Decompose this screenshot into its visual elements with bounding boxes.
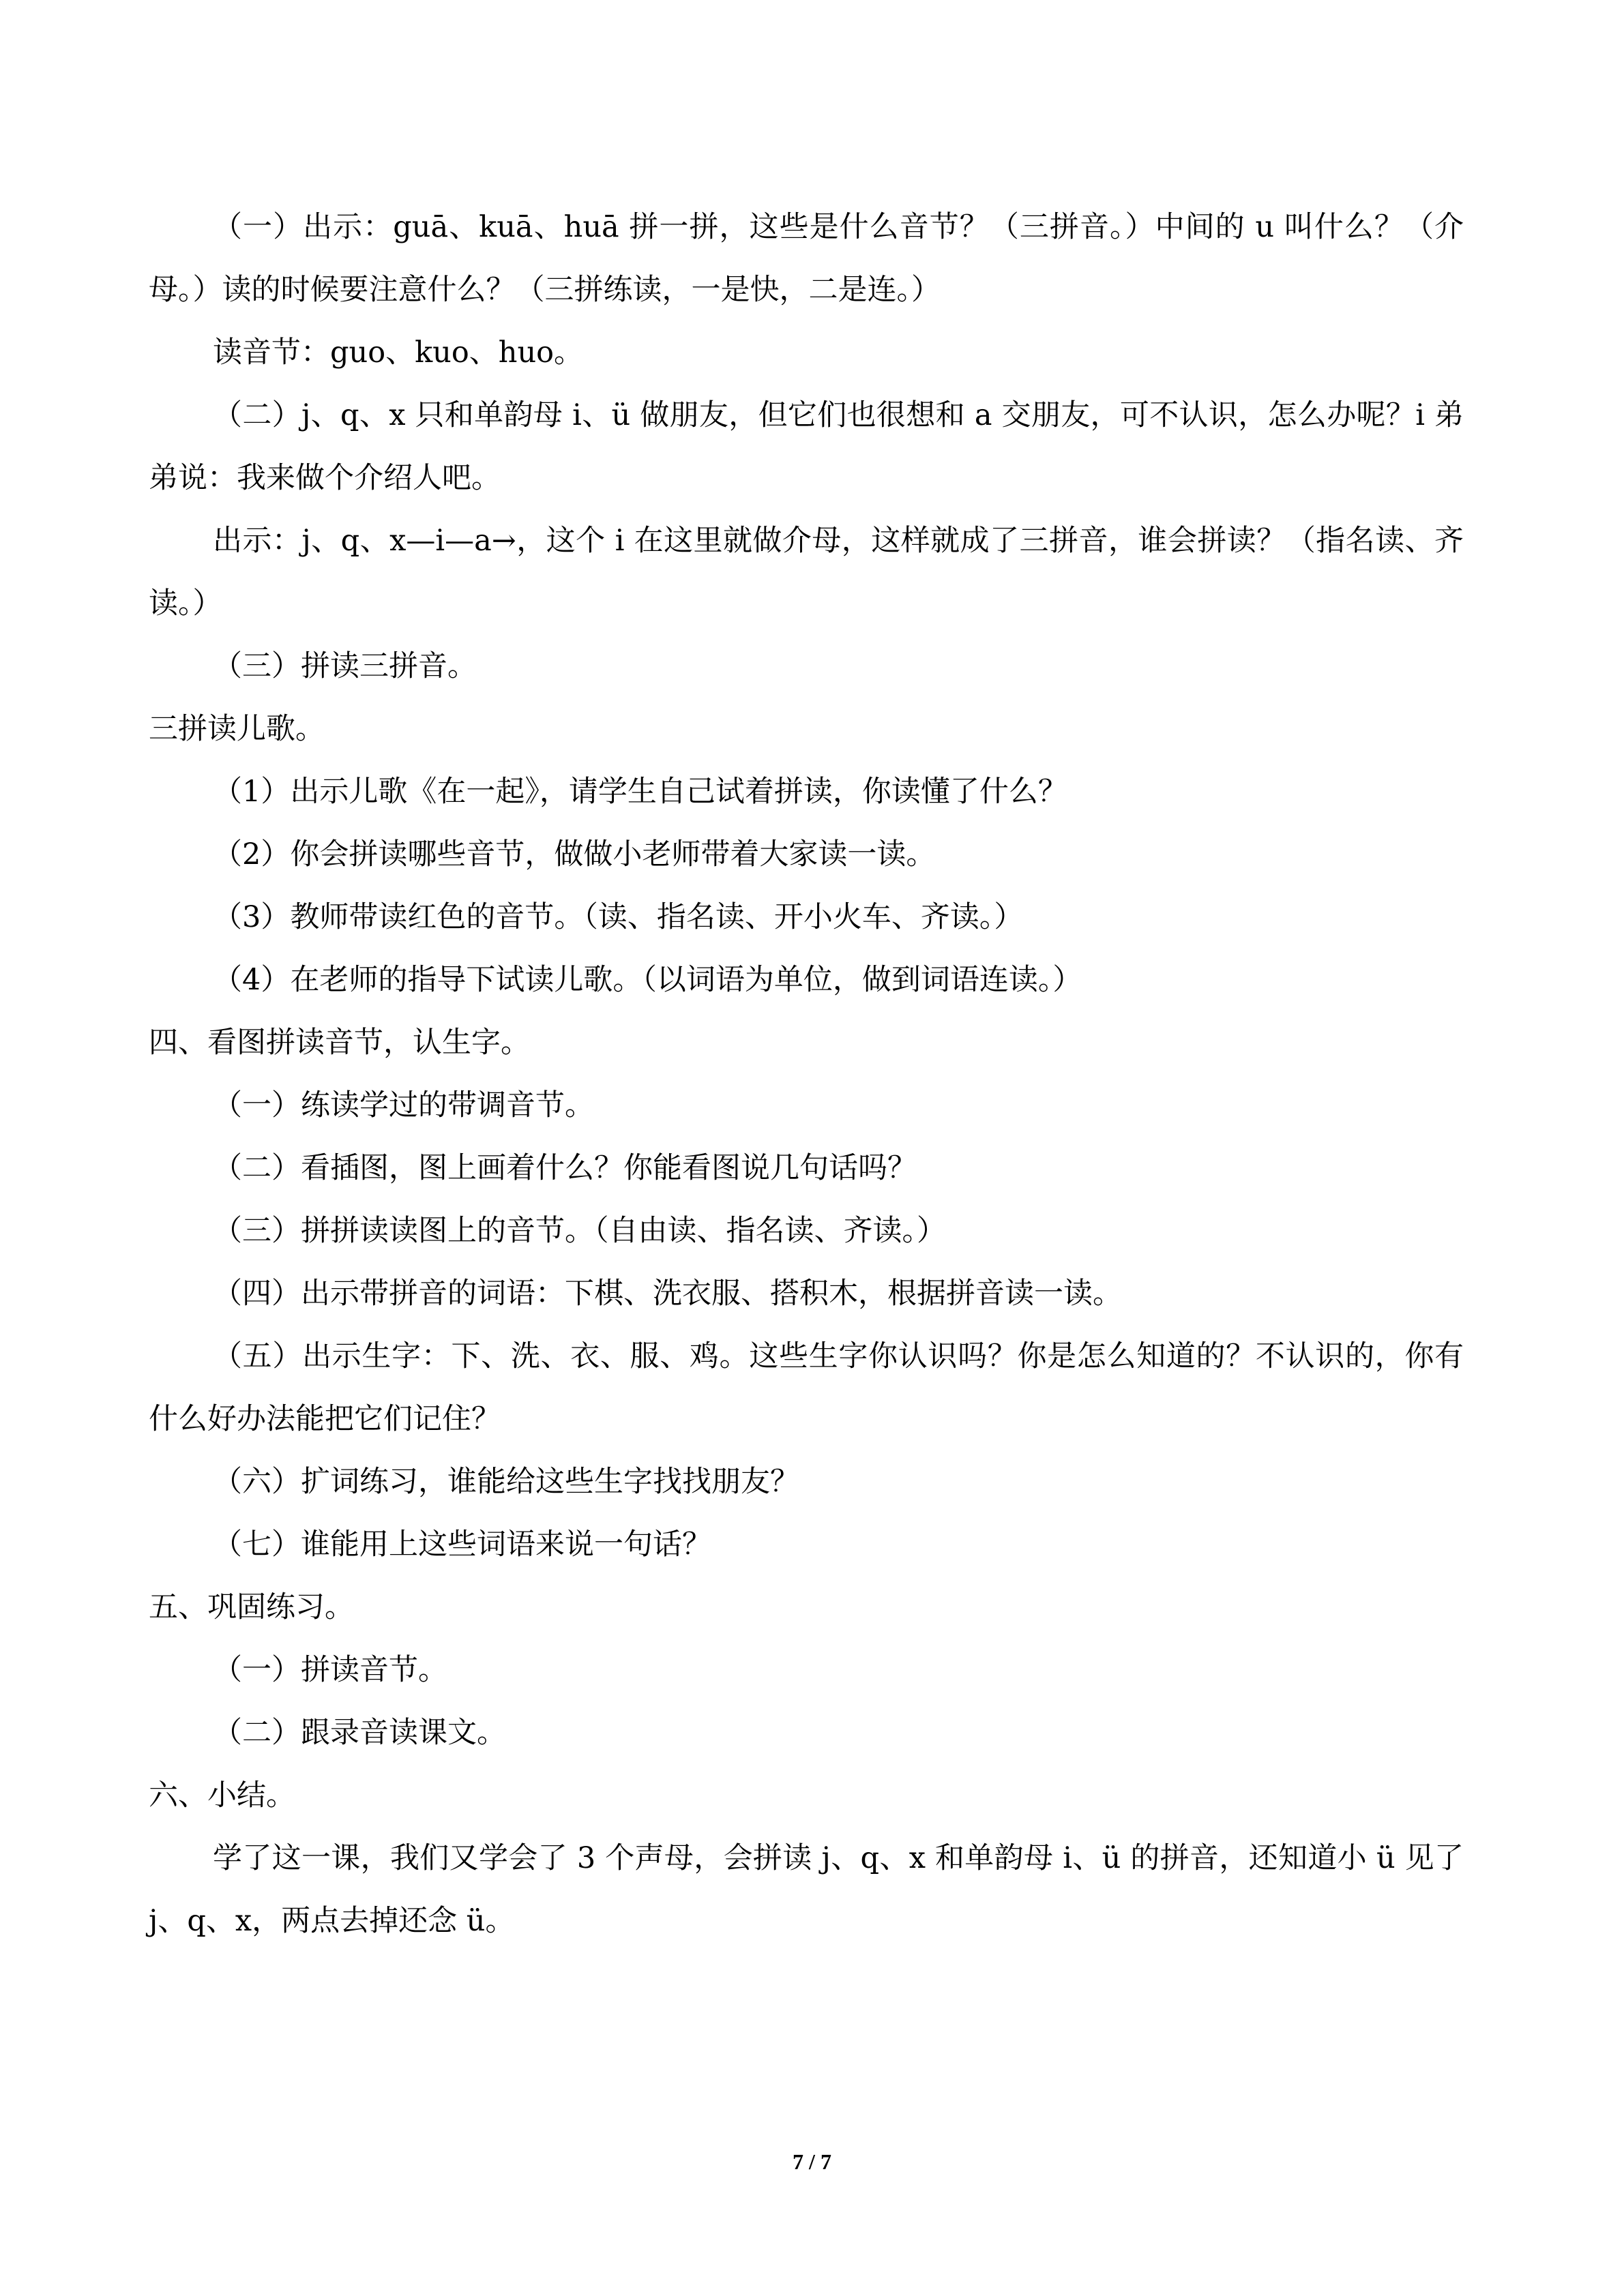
paragraph: （一）拼读音节。 bbox=[213, 1653, 447, 1687]
paragraph: （一）出示：guā、kuā、huā 拼一拼，这些是什么音节？（三拼音。）中间的 u 叫什么？（介母。）读的时候要注意什么？（三拼练读，一是快，二是连。） bbox=[149, 210, 1464, 307]
paragraph: （3）教师带读红色的音节。（读、指名读、开小火车、齐读。） bbox=[213, 900, 1024, 934]
paragraph: （四）出示带拼音的词语：下棋、洗衣服、搭积木，根据拼音读一读。 bbox=[213, 1277, 1122, 1311]
section-heading: 三拼读儿歌。 bbox=[149, 712, 325, 746]
paragraph: （三）拼拼读读图上的音节。（自由读、指名读、齐读。） bbox=[213, 1214, 946, 1248]
paragraph: 读音节：guo、kuo、huo。 bbox=[213, 336, 584, 370]
section-heading: 四、看图拼读音节，认生字。 bbox=[149, 1026, 530, 1060]
paragraph: 学了这一课，我们又学会了 3 个声母，会拼读 j、q、x 和单韵母 i、ü 的拼音，还知道小 ü 见了 j、q、x，两点去掉还念 ü。 bbox=[149, 1841, 1464, 1938]
section-heading: 五、巩固练习。 bbox=[149, 1590, 354, 1624]
paragraph: （4）在老师的指导下试读儿歌。（以词语为单位，做到词语连读。） bbox=[213, 963, 1082, 997]
paragraph: 出示：j、q、x—i—a→，这个 i 在这里就做介母，这样就成了三拼音，谁会拼读？（指名读、齐读。） bbox=[149, 524, 1464, 621]
paragraph: （2）你会拼读哪些音节，做做小老师带着大家读一读。 bbox=[213, 837, 936, 871]
section-heading: 六、小结。 bbox=[149, 1778, 295, 1813]
paragraph: （一）练读学过的带调音节。 bbox=[213, 1088, 594, 1122]
paragraph: （五）出示生字：下、洗、衣、服、鸡。这些生字你认识吗？你是怎么知道的？不认识的，你有什么好办法能把它们记住？ bbox=[149, 1339, 1464, 1436]
page-number: 7 / 7 bbox=[793, 2149, 831, 2174]
paragraph: （二）跟录音读课文。 bbox=[213, 1716, 506, 1750]
paragraph: （六）扩词练习，谁能给这些生字找找朋友？ bbox=[213, 1465, 799, 1499]
paragraph: （1）出示儿歌《在一起》，请学生自己试着拼读，你读懂了什么？ bbox=[213, 775, 1067, 809]
paragraph: （二）j、q、x 只和单韵母 i、ü 做朋友，但它们也很想和 a 交朋友，可不认识，怎么办呢？i 弟弟说：我来做个介绍人吧。 bbox=[149, 398, 1464, 495]
paragraph: （三）拼读三拼音。 bbox=[213, 649, 477, 683]
document-body bbox=[149, 196, 1464, 1952]
paragraph: （二）看插图，图上画着什么？你能看图说几句话吗？ bbox=[213, 1151, 917, 1185]
paragraph: （七）谁能用上这些词语来说一句话？ bbox=[213, 1527, 711, 1562]
